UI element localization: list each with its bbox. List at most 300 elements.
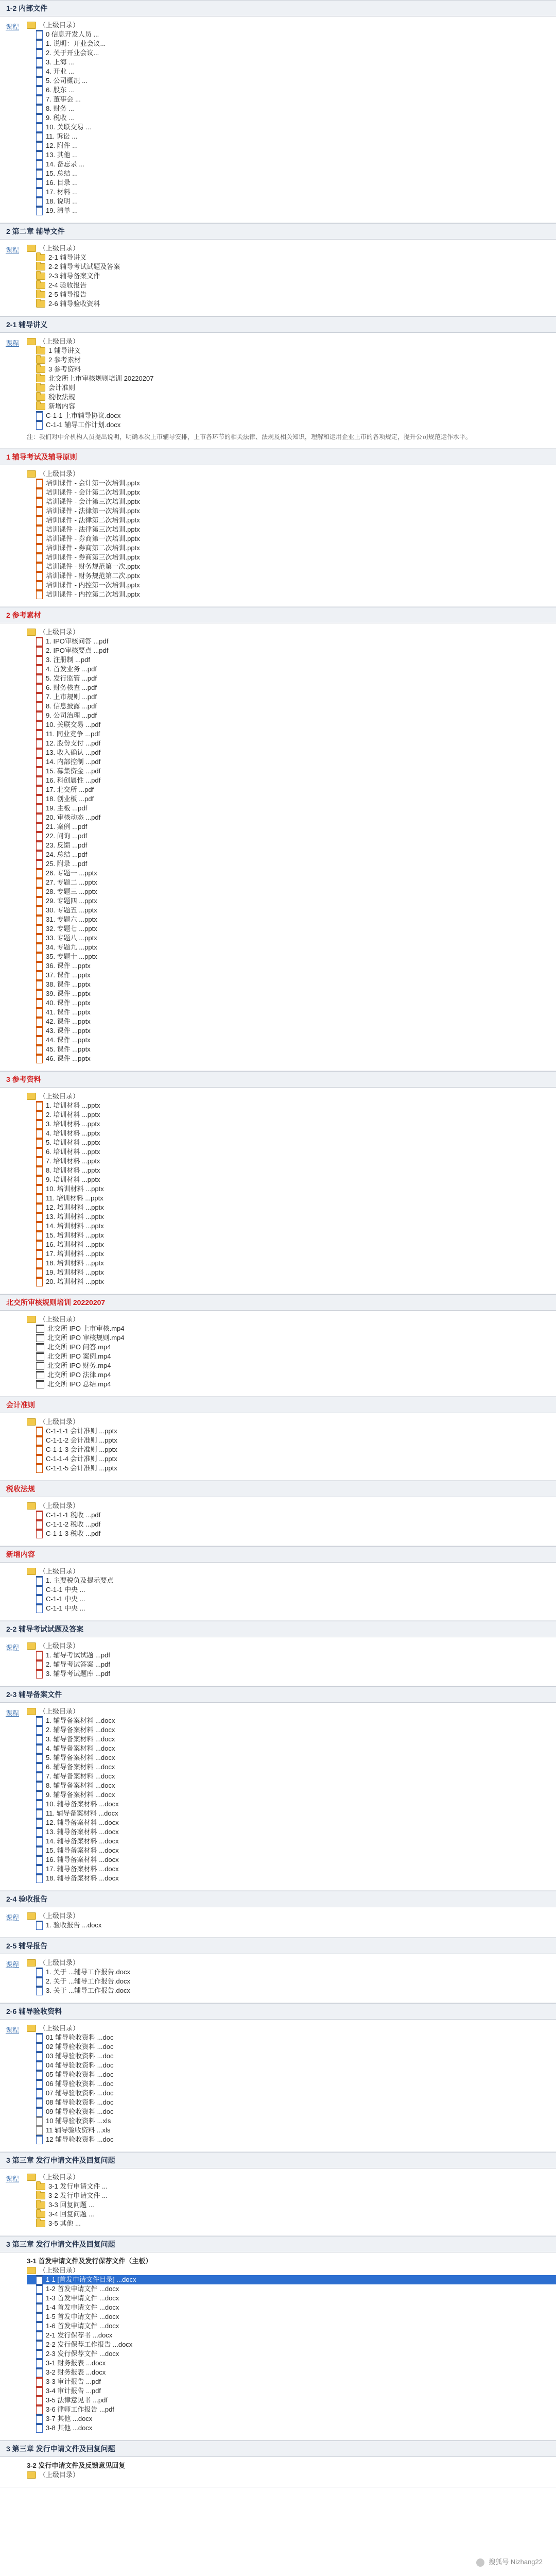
file-item[interactable] — [27, 980, 556, 989]
file-item[interactable] — [27, 272, 556, 281]
file-item[interactable] — [27, 2331, 556, 2340]
file-item[interactable] — [27, 1194, 556, 1203]
ppt-icon — [36, 1445, 43, 1454]
file-item[interactable] — [27, 1129, 556, 1138]
file-item[interactable] — [27, 1809, 556, 1818]
row-label-link[interactable] — [0, 1563, 25, 1620]
file-item[interactable] — [27, 355, 556, 365]
ppt-icon — [36, 534, 43, 544]
file-name: 1. 主要税负及提示要点 — [46, 1577, 114, 1584]
file-name: 8. 辅导备案材料 ...docx — [46, 1782, 115, 1789]
file-name: 培训课件 - 会计第一次培训.pptx — [46, 479, 140, 487]
file-item[interactable] — [27, 1846, 556, 1855]
word-doc-icon — [36, 1753, 43, 1762]
file-name: 2. IPO审核要点 ...pdf — [46, 647, 109, 654]
file-item[interactable] — [27, 2219, 556, 2228]
file-item[interactable] — [27, 516, 556, 525]
section-header: 1-2 内部文件 — [0, 0, 556, 16]
file-item[interactable] — [27, 1277, 556, 1286]
file-item[interactable] — [27, 804, 556, 813]
file-name: 3 参考资料 — [48, 365, 81, 373]
file-item[interactable] — [27, 1017, 556, 1026]
file-item[interactable] — [27, 2321, 556, 2331]
ppt-icon — [36, 1249, 43, 1259]
file-item[interactable] — [27, 2107, 556, 2116]
file-item[interactable] — [27, 2340, 556, 2349]
pdf-icon — [36, 711, 43, 720]
file-item[interactable] — [27, 1511, 556, 1520]
file-item[interactable] — [27, 104, 556, 113]
file-item[interactable] — [27, 113, 556, 123]
file-item[interactable] — [27, 253, 556, 262]
video-icon — [36, 1325, 44, 1333]
section-body — [0, 623, 556, 1071]
file-item[interactable] — [27, 1445, 556, 1454]
file-item[interactable] — [27, 2349, 556, 2359]
file-item[interactable] — [27, 794, 556, 804]
file-name: 25. 附录 ...pdf — [46, 860, 88, 868]
file-item[interactable] — [27, 822, 556, 832]
file-item[interactable] — [27, 160, 556, 169]
file-name: 40. 课件 ...pptx — [46, 999, 91, 1007]
parent-folder-icon — [27, 1959, 36, 1967]
row-label-link[interactable]: 课程 — [5, 1709, 19, 1717]
file-item[interactable] — [27, 374, 556, 383]
file-tree — [25, 1497, 556, 1546]
file-item[interactable] — [27, 2312, 556, 2321]
parent-directory-link[interactable] — [27, 244, 556, 253]
word-doc-icon — [36, 1595, 43, 1604]
file-item[interactable] — [27, 2284, 556, 2294]
file-item[interactable] — [27, 739, 556, 748]
file-item[interactable] — [27, 915, 556, 924]
file-item[interactable] — [27, 1008, 556, 1017]
section-header: 2-1 辅导讲义 — [0, 316, 556, 333]
word-doc-icon — [36, 1855, 43, 1865]
row-label-link[interactable] — [0, 1311, 25, 1396]
file-name: 10. 关联交易 ... — [46, 123, 92, 131]
file-item[interactable] — [27, 58, 556, 67]
parent-directory-link[interactable] — [27, 1417, 556, 1427]
file-item[interactable] — [27, 488, 556, 497]
parent-directory-link[interactable] — [27, 1641, 556, 1651]
parent-directory-link[interactable] — [27, 1707, 556, 1716]
file-item[interactable] — [27, 1240, 556, 1249]
file-item[interactable] — [27, 730, 556, 739]
file-item[interactable] — [27, 998, 556, 1008]
file-item[interactable] — [27, 1212, 556, 1222]
file-item[interactable] — [27, 1725, 556, 1735]
file-item[interactable] — [27, 2200, 556, 2210]
file-item[interactable] — [27, 1604, 556, 1613]
file-item[interactable] — [27, 1772, 556, 1781]
file-name: 13. 培训材料 ...pptx — [46, 1213, 104, 1221]
file-name: 1-6 首发申请文件 ...docx — [46, 2322, 119, 2330]
file-item[interactable] — [27, 776, 556, 785]
word-doc-icon — [36, 2284, 43, 2294]
file-item[interactable] — [27, 1231, 556, 1240]
ppt-icon — [36, 980, 43, 989]
file-item[interactable] — [27, 123, 556, 132]
file-item[interactable] — [27, 785, 556, 794]
file-item[interactable] — [27, 832, 556, 841]
file-name: 13. 收入确认 ...pdf — [46, 749, 101, 756]
file-item[interactable] — [27, 141, 556, 150]
row-label-link[interactable] — [0, 1413, 25, 1480]
file-item[interactable] — [27, 1045, 556, 1054]
file-name: 10. 关联交易 ...pdf — [46, 721, 101, 728]
file-item[interactable] — [27, 1249, 556, 1259]
parent-directory-link[interactable] — [27, 1567, 556, 1576]
file-item[interactable] — [27, 2275, 556, 2284]
file-name: 39. 课件 ...pptx — [46, 990, 91, 997]
file-item[interactable] — [27, 878, 556, 887]
file-item[interactable] — [27, 30, 556, 39]
file-item[interactable] — [27, 1370, 556, 1380]
file-item[interactable] — [27, 2061, 556, 2070]
section-header: 3 参考资料 — [0, 1071, 556, 1088]
file-item[interactable] — [27, 1157, 556, 1166]
file-item[interactable] — [27, 2191, 556, 2200]
file-item[interactable] — [27, 1790, 556, 1800]
file-item[interactable] — [27, 2210, 556, 2219]
ppt-icon — [36, 1008, 43, 1017]
parent-folder-icon — [27, 1418, 36, 1426]
file-item[interactable] — [27, 1753, 556, 1762]
file-item[interactable] — [27, 1268, 556, 1277]
file-item[interactable] — [27, 1259, 556, 1268]
file-item[interactable] — [27, 562, 556, 571]
file-item[interactable] — [27, 383, 556, 393]
file-item[interactable] — [27, 869, 556, 878]
file-item[interactable] — [27, 581, 556, 590]
file-item[interactable] — [27, 497, 556, 506]
file-item[interactable] — [27, 2135, 556, 2144]
parent-directory-link[interactable] — [27, 1315, 556, 1324]
file-item[interactable] — [27, 2405, 556, 2414]
folder-icon — [36, 384, 45, 392]
file-item[interactable] — [27, 1203, 556, 1212]
row-label-link[interactable]: 课程 — [5, 2175, 19, 2183]
row-label-link[interactable] — [0, 1497, 25, 1546]
ppt-icon — [36, 1454, 43, 1464]
file-item[interactable] — [27, 1921, 556, 1930]
file-item[interactable] — [27, 2303, 556, 2312]
file-item[interactable] — [27, 1735, 556, 1744]
file-item[interactable] — [27, 1669, 556, 1679]
file-item[interactable] — [27, 2033, 556, 2042]
file-name: 32. 专题七 ...pptx — [46, 925, 97, 933]
file-item[interactable] — [27, 1333, 556, 1343]
section-header: 3 第三章 发行申请文件及回复问题 — [0, 2152, 556, 2168]
file-item[interactable] — [27, 655, 556, 665]
file-item[interactable] — [27, 420, 556, 430]
file-item[interactable] — [27, 683, 556, 692]
file-item[interactable] — [27, 365, 556, 374]
row-label-link[interactable] — [0, 1088, 25, 1294]
file-item[interactable] — [27, 934, 556, 943]
ppt-icon — [36, 479, 43, 488]
file-item[interactable] — [27, 1454, 556, 1464]
file-item[interactable] — [27, 1166, 556, 1175]
file-name: 14. 备忘录 ... — [46, 160, 85, 168]
file-item[interactable] — [27, 76, 556, 86]
file-item[interactable] — [27, 1855, 556, 1865]
file-item[interactable] — [27, 711, 556, 720]
file-item[interactable] — [27, 178, 556, 188]
file-item[interactable] — [27, 1651, 556, 1660]
ppt-icon — [36, 1175, 43, 1184]
file-name: 2. 关于开业会议... — [46, 49, 99, 57]
file-name: 10 辅导验收资料 ...xls — [46, 2117, 111, 2125]
file-item[interactable] — [27, 188, 556, 197]
file-item[interactable] — [27, 48, 556, 58]
row-label-link[interactable]: 课程 — [5, 1914, 19, 1922]
file-item[interactable] — [27, 674, 556, 683]
file-item[interactable] — [27, 2126, 556, 2135]
file-item[interactable] — [27, 1576, 556, 1585]
file-item[interactable] — [27, 2098, 556, 2107]
folder-icon — [36, 263, 45, 270]
file-item[interactable] — [27, 702, 556, 711]
file-item[interactable] — [27, 1026, 556, 1036]
parent-directory-link[interactable] — [27, 1501, 556, 1511]
parent-directory-link[interactable] — [27, 2024, 556, 2033]
file-item[interactable] — [27, 1977, 556, 1986]
parent-directory-link[interactable] — [27, 2173, 556, 2182]
parent-directory-link[interactable] — [27, 1092, 556, 1101]
parent-directory-link[interactable] — [27, 2266, 556, 2275]
row-label-link[interactable]: 课程 — [5, 23, 19, 31]
file-item[interactable] — [27, 346, 556, 355]
file-item[interactable] — [27, 841, 556, 850]
file-item[interactable] — [27, 1595, 556, 1604]
file-name: 02 辅导验收资料 ...doc — [46, 2043, 114, 2050]
file-item[interactable] — [27, 1762, 556, 1772]
file-item[interactable] — [27, 1436, 556, 1445]
file-item[interactable] — [27, 2368, 556, 2377]
pdf-icon — [36, 2377, 43, 2386]
file-item[interactable] — [27, 402, 556, 411]
file-item[interactable] — [27, 813, 556, 822]
file-item[interactable] — [27, 2042, 556, 2052]
file-item[interactable] — [27, 1818, 556, 1827]
file-item[interactable] — [27, 86, 556, 95]
parent-directory-link[interactable] — [27, 21, 556, 30]
row-label-link[interactable] — [0, 465, 25, 606]
file-item[interactable] — [27, 197, 556, 206]
file-item[interactable] — [27, 39, 556, 48]
file-item[interactable] — [27, 281, 556, 290]
row-label-link[interactable]: 课程 — [5, 340, 19, 347]
word-doc-icon — [36, 160, 43, 169]
file-item[interactable] — [27, 1529, 556, 1538]
ppt-icon — [36, 525, 43, 534]
file-item[interactable] — [27, 887, 556, 896]
pdf-icon — [36, 655, 43, 665]
file-item[interactable] — [27, 1361, 556, 1370]
folder-icon — [36, 375, 45, 382]
file-item[interactable] — [27, 1716, 556, 1725]
parent-directory-link[interactable] — [27, 469, 556, 479]
file-item[interactable] — [27, 1744, 556, 1753]
file-item[interactable] — [27, 1380, 556, 1389]
file-item[interactable] — [27, 479, 556, 488]
file-item[interactable] — [27, 2377, 556, 2386]
file-item[interactable] — [27, 1222, 556, 1231]
file-item[interactable] — [27, 943, 556, 952]
file-name: 4. 辅导备案材料 ...docx — [46, 1744, 115, 1752]
file-item[interactable] — [27, 262, 556, 272]
ppt-icon — [36, 1203, 43, 1212]
file-name: 3-4 审计报告 ...pdf — [46, 2387, 101, 2395]
file-item[interactable] — [27, 411, 556, 420]
file-item[interactable] — [27, 2359, 556, 2368]
file-item[interactable] — [27, 665, 556, 674]
file-item[interactable] — [27, 906, 556, 915]
word-doc-icon — [36, 2135, 43, 2144]
file-item[interactable] — [27, 590, 556, 599]
parent-directory-link[interactable] — [27, 2470, 556, 2480]
file-item[interactable] — [27, 2052, 556, 2061]
parent-folder-icon — [27, 2267, 36, 2274]
file-name: 12 辅导验收资料 ...doc — [46, 2136, 114, 2143]
file-item[interactable] — [27, 544, 556, 553]
file-item[interactable] — [27, 1520, 556, 1529]
section-body — [0, 1954, 556, 2003]
file-item[interactable] — [27, 506, 556, 516]
row-label-link[interactable] — [0, 2457, 25, 2487]
file-item[interactable] — [27, 2116, 556, 2126]
row-label-link[interactable]: 课程 — [5, 1644, 19, 1652]
file-item[interactable] — [27, 2386, 556, 2396]
file-item[interactable] — [27, 206, 556, 215]
word-doc-icon — [36, 2079, 43, 2089]
file-item[interactable] — [27, 1120, 556, 1129]
file-name: C-1-1-4 会计准则 ...pptx — [46, 1455, 117, 1463]
file-item[interactable] — [27, 952, 556, 961]
file-item[interactable] — [27, 1101, 556, 1110]
file-item[interactable] — [27, 534, 556, 544]
file-item[interactable] — [27, 1464, 556, 1473]
file-item[interactable] — [27, 1138, 556, 1147]
ppt-icon — [36, 915, 43, 924]
file-item[interactable] — [27, 859, 556, 869]
file-item[interactable] — [27, 1865, 556, 1874]
file-name: 培训课件 - 法律第二次培训.pptx — [46, 516, 140, 524]
file-tree — [25, 1413, 556, 1480]
file-item[interactable] — [27, 2182, 556, 2191]
file-item[interactable] — [27, 1184, 556, 1194]
file-name: 08 辅导验收资料 ...doc — [46, 2098, 114, 2106]
word-doc-icon — [36, 104, 43, 113]
file-name: 17. 材料 ... — [46, 188, 78, 196]
file-item[interactable] — [27, 2294, 556, 2303]
file-item[interactable] — [27, 1837, 556, 1846]
file-item[interactable] — [27, 132, 556, 141]
file-name: 2-5 辅导报告 — [48, 291, 87, 298]
ppt-icon — [36, 1427, 43, 1436]
file-item[interactable] — [27, 1800, 556, 1809]
folder-icon — [36, 282, 45, 289]
file-item[interactable] — [27, 637, 556, 646]
file-item[interactable] — [27, 2079, 556, 2089]
file-item[interactable] — [27, 2424, 556, 2433]
file-item[interactable] — [27, 767, 556, 776]
word-doc-icon — [36, 169, 43, 178]
subtree-title: 3-2 发行申请文件及反馈意见回复 — [27, 2462, 126, 2469]
ppt-icon — [36, 1194, 43, 1203]
file-item[interactable] — [27, 1352, 556, 1361]
file-item[interactable] — [27, 1427, 556, 1436]
file-item[interactable] — [27, 1175, 556, 1184]
row-label-link[interactable] — [0, 623, 25, 1071]
parent-directory-link[interactable] — [27, 337, 556, 346]
file-item[interactable] — [27, 1147, 556, 1157]
row-label-link[interactable]: 课程 — [5, 2026, 19, 2034]
file-item[interactable] — [27, 850, 556, 859]
file-item[interactable] — [27, 150, 556, 160]
file-item[interactable] — [27, 1827, 556, 1837]
file-item[interactable] — [27, 2414, 556, 2424]
file-item[interactable] — [27, 67, 556, 76]
parent-directory-link[interactable] — [27, 1911, 556, 1921]
file-item[interactable] — [27, 525, 556, 534]
file-item[interactable] — [27, 2396, 556, 2405]
file-item[interactable] — [27, 1986, 556, 1995]
file-item[interactable] — [27, 646, 556, 655]
file-item[interactable] — [27, 393, 556, 402]
section-body — [0, 1907, 556, 1938]
file-item[interactable] — [27, 924, 556, 934]
section-body — [0, 333, 556, 449]
file-name: 5. 发行监管 ...pdf — [46, 674, 97, 682]
file-item[interactable] — [27, 1110, 556, 1120]
file-item[interactable] — [27, 553, 556, 562]
file-item[interactable] — [27, 169, 556, 178]
row-label-link[interactable]: 课程 — [5, 246, 19, 254]
file-item[interactable] — [27, 989, 556, 998]
file-item[interactable] — [27, 1054, 556, 1063]
file-item[interactable] — [27, 1968, 556, 1977]
row-label-link[interactable]: 课程 — [5, 1961, 19, 1969]
file-item[interactable] — [27, 720, 556, 730]
row-label-link[interactable] — [0, 2252, 25, 2440]
file-item[interactable] — [27, 971, 556, 980]
file-item[interactable] — [27, 95, 556, 104]
file-item[interactable] — [27, 748, 556, 757]
file-item[interactable] — [27, 692, 556, 702]
file-item[interactable] — [27, 896, 556, 906]
file-item[interactable] — [27, 1324, 556, 1333]
file-item[interactable] — [27, 2070, 556, 2079]
file-item[interactable] — [27, 1660, 556, 1669]
file-item[interactable] — [27, 1036, 556, 1045]
file-item[interactable] — [27, 571, 556, 581]
file-item[interactable] — [27, 1585, 556, 1595]
file-item[interactable] — [27, 290, 556, 299]
parent-folder-icon — [27, 1093, 36, 1100]
file-item[interactable] — [27, 1781, 556, 1790]
parent-directory-link[interactable] — [27, 628, 556, 637]
file-item[interactable] — [27, 757, 556, 767]
file-item[interactable] — [27, 2089, 556, 2098]
file-item[interactable] — [27, 961, 556, 971]
file-item[interactable] — [27, 1874, 556, 1883]
parent-directory-link[interactable] — [27, 1958, 556, 1968]
file-item[interactable] — [27, 1343, 556, 1352]
file-item[interactable] — [27, 299, 556, 309]
